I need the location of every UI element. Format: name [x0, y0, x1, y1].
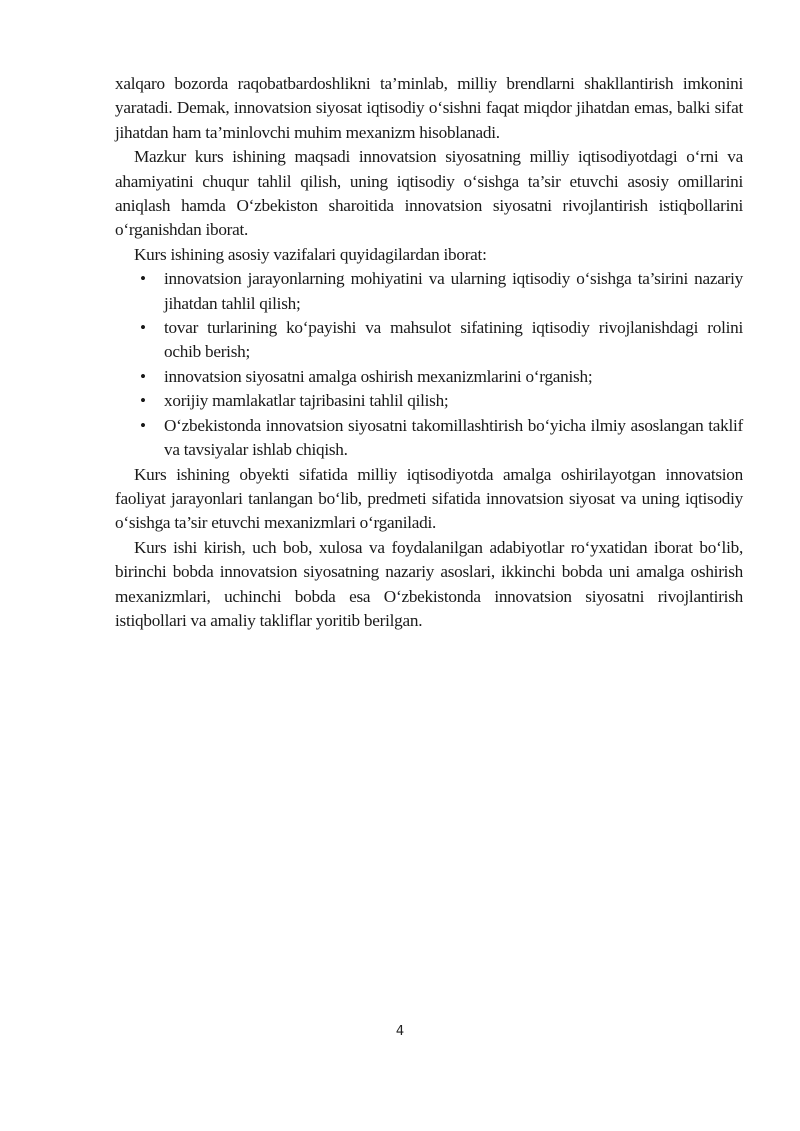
- list-item-text: innovatsion siyosatni amalga oshirish mexanizmlarini o‘rganish;: [164, 366, 593, 386]
- list-item: [140, 316, 743, 365]
- document-page-body: [115, 72, 743, 633]
- paragraph-course-structure: Kurs ishi kirish, uch bob, xulosa va foydalanilgan adabiyotlar ro‘yxatidan iborat bo‘lib, birinchi bobda innovatsion siyosatning nazariy asoslari, ikkinchi bobda uni amalga oshirish mexanizmlari, uchinchi bobda esa O‘zbekistonda innovatsion siyosatni rivojlantirish istiqbollari va amaliy takliflar yoritib berilgan.: [115, 537, 743, 630]
- bullet-icon: •: [140, 366, 146, 386]
- list-item: [140, 414, 743, 463]
- tasks-bullet-list: [115, 267, 743, 462]
- page-number: 4: [395, 1024, 405, 1039]
- bullet-icon: •: [140, 269, 146, 289]
- bullet-icon: •: [140, 391, 146, 411]
- list-item: [140, 365, 743, 389]
- list-item-text: innovatsion jarayonlarning mohiyatini va ularning iqtisodiy o‘sishga ta’sirini nazariy jihatdan tahlil qilish;: [164, 269, 743, 313]
- paragraph-course-goal: Mazkur kurs ishining maqsadi innovatsion siyosatning milliy iqtisodiyotdagi o‘rni va ahamiyatini chuqur tahlil qilish, uning iqtisodiy o‘sishga ta’sir etuvchi asosiy omillarini aniqlash hamda O‘zbekiston sharoitida innovatsion siyosatni rivojlantirish istiqbollarini o‘rganishdan iborat.: [115, 147, 743, 240]
- list-item-text: O‘zbekistonda innovatsion siyosatni takomillashtirish bo‘yicha ilmiy asoslangan taklif va tavsiyalar ishlab chiqish.: [164, 415, 743, 460]
- list-item-text: xorijiy mamlakatlar tajribasini tahlil qilish;: [164, 391, 449, 411]
- list-item-text: tovar turlarining ko‘payishi va mahsulot sifatining iqtisodiy rivojlanishdagi rolini ochib berish;: [164, 318, 743, 362]
- list-item: [140, 267, 743, 316]
- list-item: [140, 389, 743, 413]
- bullet-icon: •: [140, 318, 146, 338]
- paragraph-course-object: Kurs ishining obyekti sifatida milliy iqtisodiyotda amalga oshirilayotgan innovatsion faoliyat jarayonlari tanlangan bo‘lib, predmeti sifatida innovatsion siyosat va uning iqtisodiy o‘sishga ta’sir etuvchi mexanizmlari o‘rganiladi.: [115, 464, 743, 533]
- paragraph-tasks-intro: Kurs ishining asosiy vazifalari quyidagilardan iborat:: [134, 244, 487, 264]
- bullet-icon: •: [140, 415, 146, 435]
- paragraph-continuation: xalqaro bozorda raqobatbardoshlikni ta’minlab, milliy brendlarni shakllantirish imkonini yaratadi. Demak, innovatsion siyosat iqtisodiy o‘sishni faqat miqdor jihatdan emas, balki sifat jihatdan ham ta’minlovchi muhim mexanizm hisoblanadi.: [115, 74, 743, 142]
